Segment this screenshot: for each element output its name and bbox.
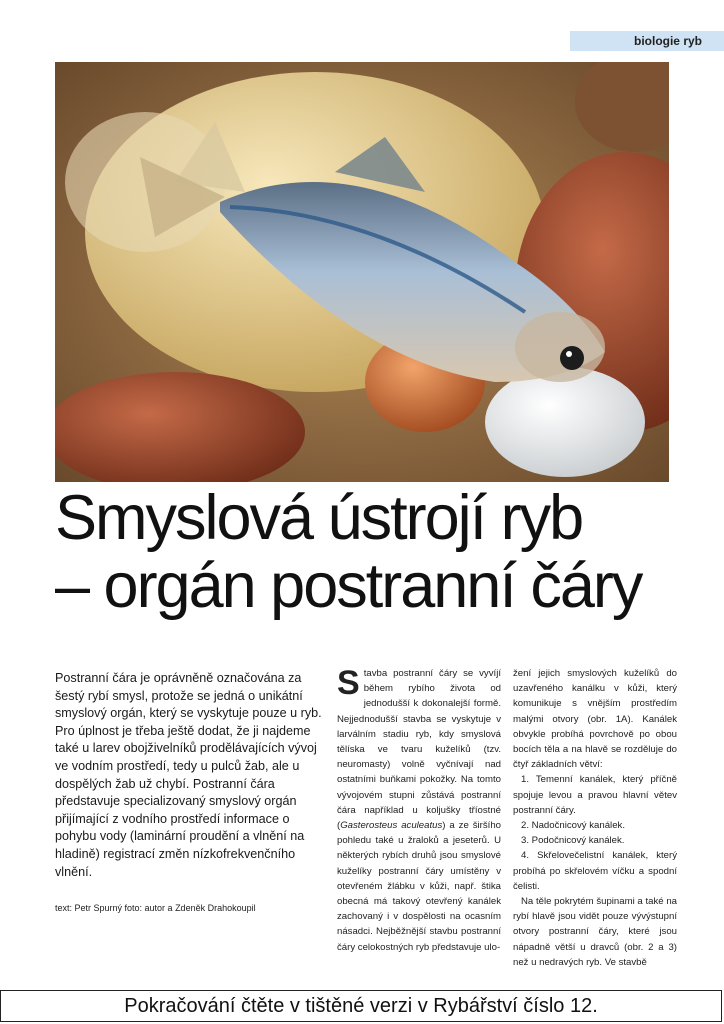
list-item: 2. Nadočnicový kanálek. [521,820,625,832]
headline-line-2: – orgán postranní čáry [55,551,642,621]
fish-photo [55,62,669,482]
list-item: 3. Podočnicový kanálek. [521,835,625,847]
headline-line-1: Smyslová ústrojí ryb [55,483,583,553]
drop-cap: S [337,664,360,702]
photo-credit: text: Petr Spurný foto: autor a Zdeněk Drahokoupil [55,903,256,913]
article-column-2 [337,666,501,955]
column-2-part-2: ) a ze širšího pohledu také u žraloků a jeseterů. U některých rybích druhů jsou smyslové kuželíky postranní čáry umístěny v otevřeném žlábku v kůži, např. štika obecná má takový otevřený kanálek zachovaný i v dospělosti na ocasním násadci. Nejběžnější stavbu postranní čáry celokostných ryb představuje ulo- [337,820,501,953]
section-tag: biologie ryb [570,31,724,51]
column-3-outro: Na těle pokrytém šupinami a také na rybí hlavě jsou vidět pouze vývýstupní otvory postranní čáry, které jsou nápadně větší u dravců (obr. 2 a 3) než u nedravých ryb. Ve stavbě [513,896,677,968]
continuation-footer: Pokračování čtěte v tištěné verzi v Rybářství číslo 12. [0,990,722,1022]
list-item: 1. Temenní kanálek, který příčně spojuje levou a pravou hlavní větev postranní čáry. [513,774,677,816]
species-name: Gasterosteus aculeatus [340,820,443,832]
column-2-part-1: tavba postranní čáry se vyvíjí během rybího života od jednodušší k dokonalejší formě. Nejjednodušší stavba se vyskytuje v larválním stadiu ryb, kdy smyslová tělíska ve tvaru kuželíků (tzv. neuromasty) volně vyčnívají nad ostatními buňkami pokožky. Na tomto vývojovém stupni zůstává postranní čára například u koljušky tříostné ( [337,668,501,832]
lead-paragraph: Postranní čára je oprávněně označována za šestý rybí smysl, protože se jedná o unikátní smyslový orgán, který se vyskytuje pouze u ryb. Pro úplnost je třeba ještě dodat, že ji najdeme také u larev obojživelníků prodělávajících vývoj ve vodním prostředí, tedy u pulců žab, ale u dospělých žab už chybí. Postranní čára představuje specializovaný smyslový orgán přijímající z vodního prostředí informace o pohybu vody (laminární proudění a vlnění na hladině) registrací změn nízkofrekvenčního vlnění. [55,671,322,879]
list-item: 4. Skřelovečelistní kanálek, který probíhá po skřelovém víčku a spodní čelisti. [513,850,677,892]
headline [55,484,695,620]
column-2-text [337,666,501,955]
article-column-3 [513,666,677,970]
column-3-intro: žení jejich smyslových kuželíků do uzavřeného kanálku v kůži, který komunikuje s vnějším prostředím malými otvory (obr. 1A). Kanálek obvykle probíhá povrchově po obou bocích těla a na hlavě se rozděluje do čtyř základních větví: [513,668,677,771]
